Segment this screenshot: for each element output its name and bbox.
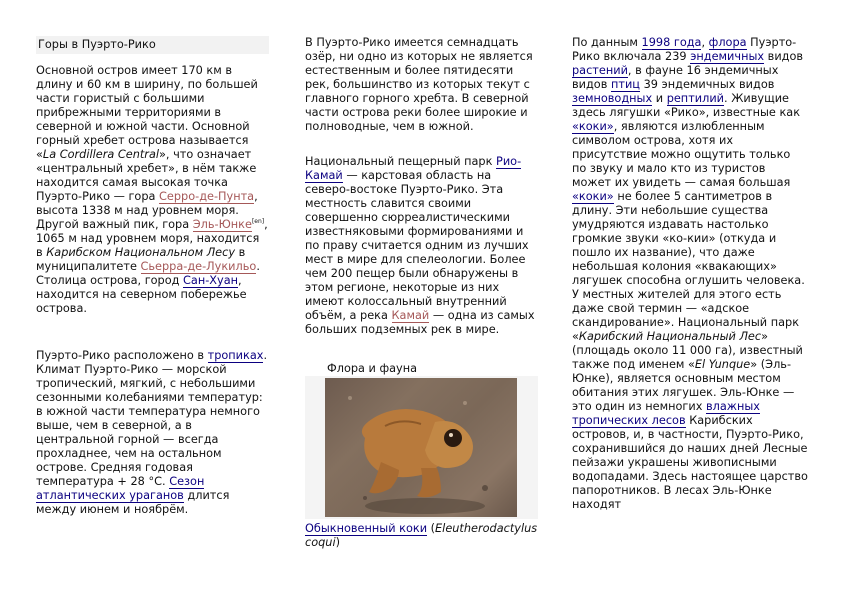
text-run: В Пуэрто-Рико имеется семнадцать озёр, ни одно из которых не является естественным и более пятидесяти рек, большинство из которых текут с главного горного хребта. В северной части острова реки более широкие и полноводные, чем в южной. (305, 36, 533, 133)
inline-link[interactable]: растений (572, 64, 628, 77)
text-run: , являются излюбленным символом острова, хотя их присутствие можно ощутить только по звуку и мало кто из туристов может их увидеть — самая большая (572, 120, 791, 189)
inline-link[interactable]: тропиках (207, 349, 264, 362)
italic-text: El Yunque (694, 358, 751, 371)
italic-text: Карибский Национальный Лес (578, 330, 762, 343)
inline-link[interactable]: Серро-де-Пунта (159, 190, 255, 203)
text-run: , 1065 м над уровнем моря, находится в (36, 218, 268, 259)
paragraph-climate (36, 349, 269, 517)
text-run: » (Эль-Юнке), является основным местом обитания этих лягушек. Эль-Юнке — это один из немногих (572, 358, 795, 413)
inline-link[interactable]: влажных тропических лесов (572, 400, 760, 427)
paragraph-flora-fauna (572, 36, 808, 512)
text-run: По данным (572, 36, 642, 49)
paragraph-cave-park (305, 155, 538, 337)
inline-link[interactable]: Рио-Камай (305, 155, 522, 182)
text-run: 39 эндемичных видов (639, 78, 775, 91)
text-run: видов (764, 50, 804, 63)
inline-link[interactable]: земноводных (572, 92, 653, 105)
text-run: . Живущие здесь лягушки «Рико», известные как (572, 92, 801, 119)
inline-link[interactable]: 1998 года (641, 36, 702, 49)
text-run: , (701, 36, 709, 49)
inline-link[interactable]: Сезон атлантических ураганов (36, 475, 205, 502)
inline-link[interactable]: Обыкновенный коки (305, 522, 428, 535)
italic-text: Карибском Национальном Лесу (46, 246, 236, 259)
inline-link[interactable]: рептилий (666, 92, 725, 105)
inline-link[interactable]: Сьерра-де-Лукильо (140, 260, 257, 273)
inline-link[interactable]: флора (708, 36, 747, 49)
frog-illustration (325, 378, 517, 517)
inline-link[interactable]: «коки» (572, 190, 614, 203)
text-run: — одна из самых больших подземных рек в мире. (305, 309, 535, 336)
figure-caption (305, 522, 538, 550)
section-heading: Горы в Пуэрто-Рико (36, 36, 269, 54)
text-run: ) (335, 536, 341, 549)
text-run: длится между июнем и ноябрём. (36, 489, 230, 516)
coqui-frog-photo (325, 378, 517, 517)
text-run: » (площадь около 11 000 га), известный также под именем « (572, 330, 803, 371)
italic-text: La Cordillera Central (42, 148, 160, 161)
text-run: Пуэрто-Рико включала 239 (572, 36, 797, 63)
inline-link[interactable]: Сан-Хуан (183, 274, 239, 287)
figure-title: Флора и фауна (327, 362, 418, 375)
inline-link[interactable]: «коки» (572, 120, 614, 133)
italic-text: Eleutherodactylus coqui (305, 522, 538, 549)
text-run: Основной остров имеет 170 км в длину и 60 км в ширину, по большей части гористый с большими прибрежными территориями в северной и южной части. Основной горный хребет острова называется « (36, 64, 258, 161)
text-run: в муниципалитете (36, 246, 246, 273)
text-run: ( (427, 522, 436, 535)
text-run: », что означает «центральный хребет», в нём также находится самая высокая точка Пуэрто-Рико — гора (36, 148, 257, 203)
inline-link[interactable]: Эль-Юнке (192, 218, 252, 231)
text-run: Национальный пещерный парк (305, 155, 497, 168)
text-run: не более 5 сантиметров в длину. Эти небольшие существа умудряются издавать настолько громкие звуки «ко-кии» (откуда и пошло их название), что даже небольшая колония «квакающих» лягушек способна оглушить человека. У местных жителей для этого есть даже свой термин — «адское скандирование». Национальный парк « (572, 190, 805, 343)
inline-link[interactable]: эндемичных (690, 50, 765, 63)
text-run: , в фауне 16 эндемичных видов (572, 64, 779, 91)
figure-frame (305, 376, 538, 519)
inline-link[interactable]: Камай (391, 309, 430, 322)
text-run: . Климат Пуэрто-Рико — морской тропический, мягкий, с небольшими сезонными колебаниями температур: в южной части температура немного выше, чем в северной, а в центральной горной — всегда прохладнее, чем на остальном острове. Средняя годовая температура + 28 °C. (36, 349, 268, 488)
text-run: Карибских островов, и, в частности, Пуэрто-Рико, сохранившийся до наших дней Лесные пейзажи украшены живописными водопадами. Здесь настоящее царство папоротников. В лесах Эль-Юнке находят (572, 414, 808, 511)
inline-link[interactable]: птиц (610, 78, 640, 91)
text-run: и (652, 92, 667, 105)
text-run: Пуэрто-Рико расположено в (36, 349, 208, 362)
text-run: , высота 1338 м над уровнем моря. Другой важный пик, гора (36, 190, 258, 231)
text-run: — карстовая область на северо-востоке Пуэрто-Рико. Эта местность славится своими совершенно сюрреалистическими известняковыми формированиями и по праву считается одним из лучших мест в мире для спелеологии. Более чем 200 пещер были обнаружены в этом регионе, некоторые из них имеют колоссальный внутренний объём, а река (305, 169, 529, 322)
footnote-ref[interactable]: [en] (251, 218, 265, 226)
paragraph-mountains (36, 64, 269, 316)
text-run: . Столица острова, город (36, 260, 260, 287)
paragraph-lakes-rivers (305, 36, 538, 134)
text-run: , находится на северном побережье острова. (36, 274, 247, 315)
